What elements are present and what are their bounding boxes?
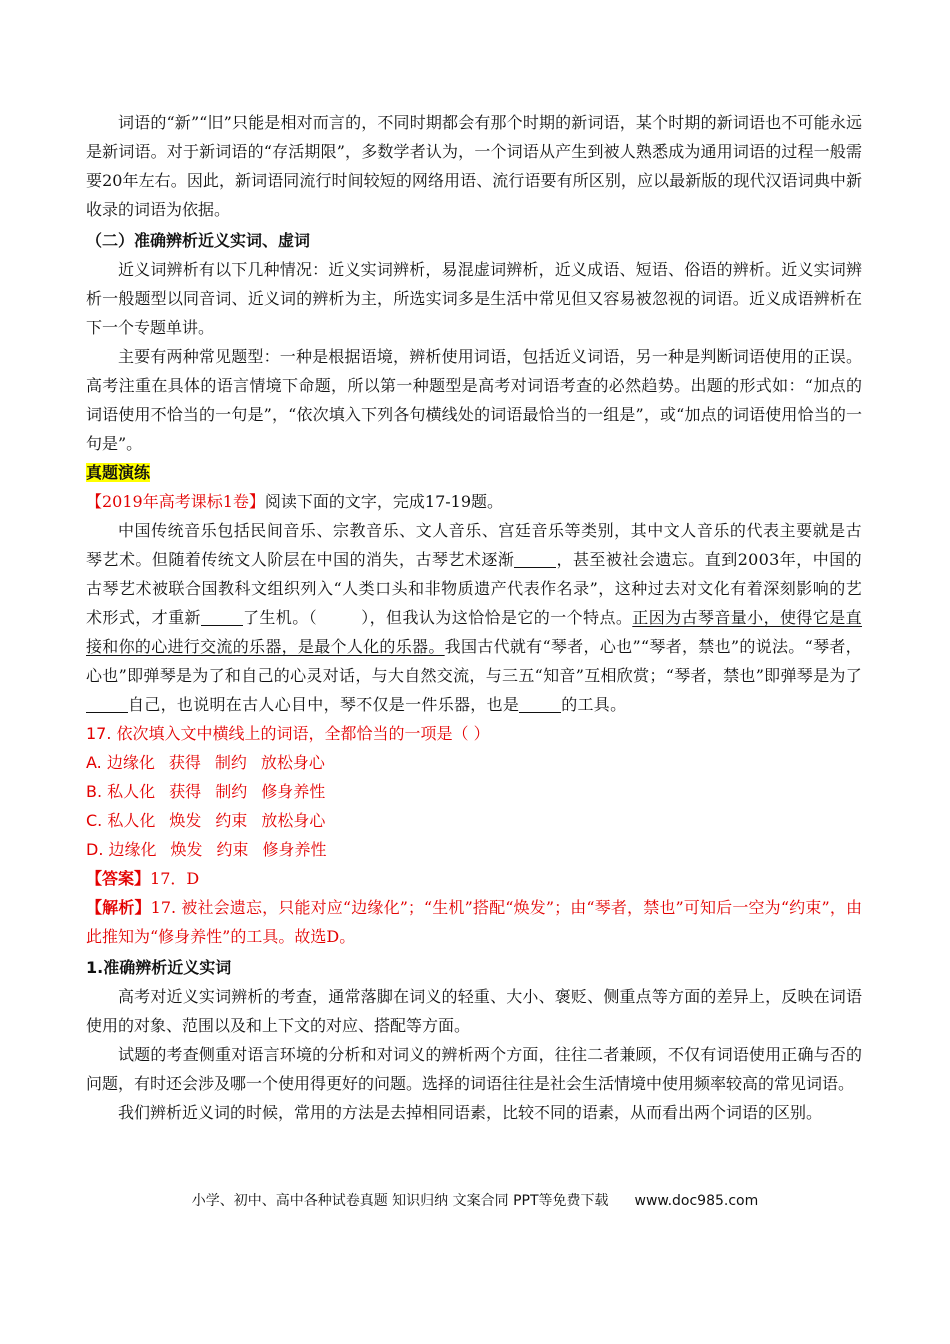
option-letter: B. <box>86 782 103 801</box>
passage-text: 我国古代就有“琴者，心也”“琴者，禁也”的说法。“琴者，心也”即弹琴是为了和自己的心灵对话，与大自然交流，与三五“知音”互相欣赏；“琴者，禁也”即弹琴是为了 <box>86 637 862 685</box>
option-letter: D. <box>86 840 104 859</box>
option-word: 边缘化 <box>108 840 157 859</box>
passage-text: 中国传统音乐包括民间音乐、宗教音乐、文人音乐、宫廷音乐等类别，其中文人音乐的代表主要就是古琴艺术。但随着传统文人阶层在中国的消失，古琴艺术逐渐 <box>86 521 862 569</box>
reading-passage <box>86 516 862 719</box>
question-17: 17. 依次填入文中横线上的词语，全都恰当的一项是（ ） <box>86 724 490 743</box>
blank-1 <box>514 551 556 568</box>
option-word: 制约 <box>215 782 248 801</box>
footer-text: 小学、初中、高中各种试卷真题 知识归纳 文案合同 PPT等免费下载 <box>191 1193 609 1209</box>
option-word: 修身养性 <box>261 782 326 801</box>
option-letter: C. <box>86 811 103 830</box>
option-word: 放松身心 <box>260 753 325 772</box>
section-paragraph-2: 主要有两种常见题型：一种是根据语境，辨析使用词语，包括近义词语，另一种是判断词语使用的正误。高考注重在具体的语言情境下命题，所以第一种题型是高考对词语考查的必然趋势。出题的形式如：“加点的词语使用不恰当的一句是”，“依次填入下列各句横线处的词语最恰当的一组是”，或“加点的词语使用恰当的一句是”。 <box>86 347 862 453</box>
option-word: 约束 <box>216 840 249 859</box>
subsection-paragraph-1: 高考对近义实词辨析的考查，通常落脚在词义的轻重、大小、褒贬、侧重点等方面的差异上，反映在词语使用的对象、范围以及和上下文的对应、搭配等方面。 <box>86 987 862 1035</box>
option-word: 焕发 <box>169 811 202 830</box>
option-word: 私人化 <box>107 782 156 801</box>
passage-text: 自己，也说明在古人心目中，琴不仅是一件乐器，也是 <box>128 695 520 714</box>
practice-source-line <box>86 487 862 516</box>
blank-2 <box>201 609 243 626</box>
option-letter: A. <box>86 753 102 772</box>
option-b <box>86 777 862 806</box>
answer-line <box>86 864 862 893</box>
subsection-paragraph-2: 试题的考查侧重对语言环境的分析和对词义的辨析两个方面，往往二者兼顾，不仅有词语使用正确与否的问题，有时还会涉及哪一个使用得更好的问题。选择的词语往往是社会生活情境中使用频率较高的常见词语。 <box>86 1045 862 1093</box>
option-word: 约束 <box>215 811 248 830</box>
analysis-line <box>86 893 862 951</box>
practice-source-tag: 【2019年高考课标1卷】 <box>86 492 265 511</box>
passage-text: 了生机。（ <box>242 608 318 627</box>
option-word: 获得 <box>168 753 201 772</box>
option-word: 边缘化 <box>106 753 155 772</box>
option-a <box>86 748 862 777</box>
option-word: 私人化 <box>107 811 156 830</box>
intro-paragraph: 词语的“新”“旧”只能是相对而言的，不同时期都会有那个时期的新词语，某个时期的新词语也不可能永远是新词语。对于新词语的“存活期限”，多数学者认为，一个词语从产生到被人熟悉成为通用词语的过程一般需要20年左右。因此，新词语同流行时间较短的网络用语、流行语要有所区别，应以最新版的现代汉语词典中新收录的词语为依据。 <box>86 113 862 219</box>
subsection-heading: 1.准确辨析近义实词 <box>86 958 232 977</box>
option-word: 制约 <box>214 753 247 772</box>
page-footer <box>0 1190 950 1210</box>
analysis-tag: 【解析】 <box>86 898 151 917</box>
passage-text: ，甚至被社会遗忘。直到2003年，中国的古琴艺术被联合国教科文组织列入“人类口头和非物质遗产代表作名录”，这种过去对文化有着深刻影响的艺术形式，才重新 <box>86 550 862 627</box>
section-heading: （二）准确辨析近义实词、虚词 <box>86 231 311 250</box>
option-d <box>86 835 862 864</box>
section-paragraph-1: 近义词辨析有以下几种情况：近义实词辨析，易混虚词辨析，近义成语、短语、俗语的辨析。近义实词辨析一般题型以同音词、近义词的辨析为主，所选实词多是生活中常见但又容易被忽视的词语。近义成语辨析在下一个专题单讲。 <box>86 260 862 337</box>
option-word: 修身养性 <box>262 840 327 859</box>
blank-3 <box>86 696 128 713</box>
practice-label: 真题演练 <box>86 463 151 482</box>
document-page <box>86 108 862 1127</box>
passage-text: ），但我认为这恰恰是它的一个特点。 <box>361 608 633 627</box>
underlined-sentence: 正因为古琴音量小，使得它是直接和你的心进行交流的乐器，是最个人化的乐器。 <box>86 608 862 656</box>
answer-tag: 【答案】 <box>86 869 151 888</box>
practice-source-text: 阅读下面的文字，完成17-19题。 <box>264 492 504 511</box>
footer-site-link[interactable]: www.doc985.com <box>634 1193 759 1209</box>
option-word: 放松身心 <box>261 811 326 830</box>
passage-text: 的工具。 <box>561 695 627 714</box>
answer-text: 17．D <box>150 869 200 888</box>
blank-4 <box>519 696 561 713</box>
subsection-paragraph-3: 我们辨析近义词的时候，常用的方法是去掉相同语素，比较不同的语素，从而看出两个词语的区别。 <box>118 1103 823 1122</box>
option-c <box>86 806 862 835</box>
analysis-text: 17. 被社会遗忘，只能对应“边缘化”；“生机”搭配“焕发”；由“琴者，禁也”可知后一空为“约束”，由此推知为“修身养性”的工具。故选D。 <box>86 898 862 946</box>
option-word: 获得 <box>169 782 202 801</box>
option-word: 焕发 <box>170 840 203 859</box>
practice-label-line <box>86 458 862 487</box>
